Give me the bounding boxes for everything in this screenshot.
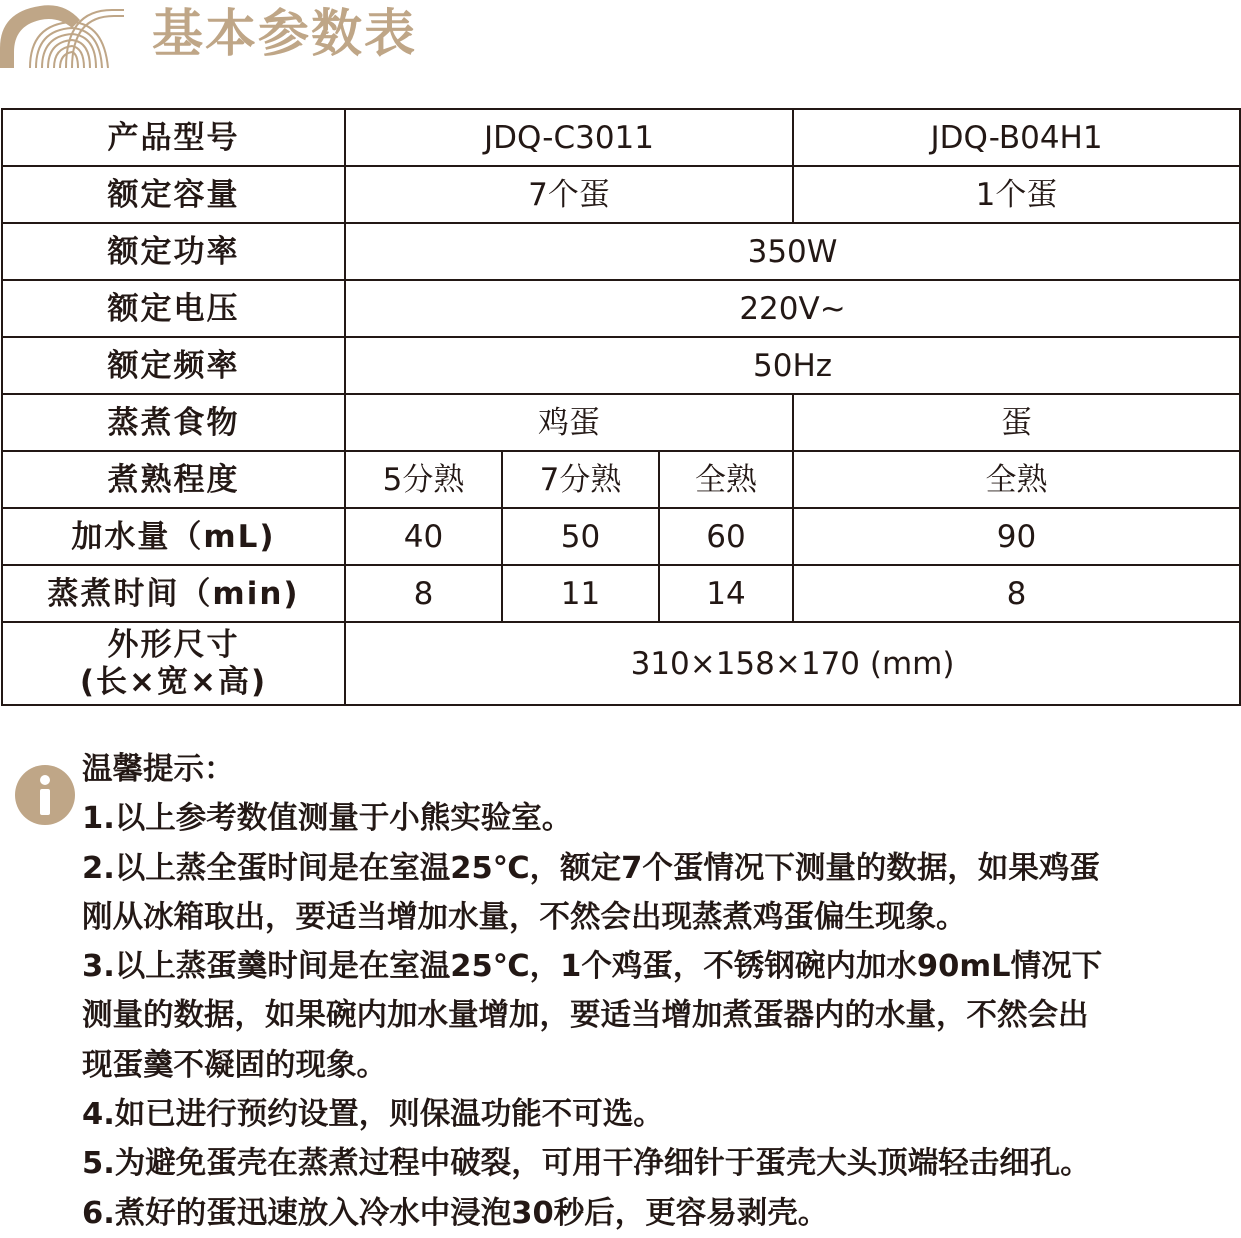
spec-table <box>1 108 1241 706</box>
size-cell: 310×158×170 (mm) <box>345 622 1240 705</box>
arc-rainbow-logo <box>0 2 130 68</box>
food-b-cell: 蛋 <box>793 394 1240 451</box>
row-label-time: 蒸煮时间（min) <box>2 565 345 622</box>
row-label-model: 产品型号 <box>2 109 345 166</box>
water-a1-cell: 40 <box>345 508 502 565</box>
table-row <box>2 166 1240 223</box>
capacity-b-cell: 1个蛋 <box>793 166 1240 223</box>
table-row <box>2 223 1240 280</box>
tips-line: 6.煮好的蛋迅速放入冷水中浸泡30秒后，更容易剥壳。 <box>82 1195 829 1231</box>
row-label-food: 蒸煮食物 <box>2 394 345 451</box>
tips-line: 1.以上参考数值测量于小熊实验室。 <box>82 801 573 837</box>
time-a1-cell: 8 <box>345 565 502 622</box>
size-label-line2: (长×宽×高) <box>79 663 268 700</box>
table-row <box>2 109 1240 166</box>
water-a2-cell: 50 <box>502 508 659 565</box>
row-label-capacity: 额定容量 <box>2 166 345 223</box>
time-a2-cell: 11 <box>502 565 659 622</box>
model-b-cell: JDQ-B04H1 <box>793 109 1240 166</box>
tips-line: 2.以上蒸全蛋时间是在室温25℃，额定7个蛋情况下测量的数据，如果鸡蛋 <box>82 850 1100 886</box>
row-label-voltage: 额定电压 <box>2 280 345 337</box>
table-row <box>2 451 1240 508</box>
page-title: 基本参数表 <box>152 5 418 64</box>
time-b-cell: 8 <box>793 565 1240 622</box>
tips-line: 5.为避免蛋壳在蒸煮过程中破裂，可用干净细针于蛋壳大头顶端轻击细孔。 <box>82 1146 1091 1182</box>
size-label-line1: 外形尺寸 <box>107 626 240 663</box>
table-row <box>2 337 1240 394</box>
info-icon <box>15 765 75 825</box>
doneness-a1-cell: 5分熟 <box>345 451 502 508</box>
tips-line: 3.以上蒸蛋羹时间是在室温25℃，1个鸡蛋，不锈钢碗内加水90mL情况下 <box>82 949 1103 985</box>
tips-heading: 温馨提示： <box>82 752 235 787</box>
doneness-b-cell: 全熟 <box>793 451 1240 508</box>
tips-line: 测量的数据，如果碗内加水量增加，要适当增加煮蛋器内的水量，不然会出 <box>82 998 1089 1034</box>
page-header <box>0 0 1241 80</box>
food-a-cell: 鸡蛋 <box>345 394 793 451</box>
table-row <box>2 622 1240 705</box>
doneness-a2-cell: 7分熟 <box>502 451 659 508</box>
row-label-size <box>2 622 345 705</box>
doneness-a3-cell: 全熟 <box>659 451 793 508</box>
tips-line: 现蛋羹不凝固的现象。 <box>82 1047 387 1083</box>
water-a3-cell: 60 <box>659 508 793 565</box>
row-label-power: 额定功率 <box>2 223 345 280</box>
tips-text <box>82 745 1238 1238</box>
row-label-frequency: 额定频率 <box>2 337 345 394</box>
water-b-cell: 90 <box>793 508 1240 565</box>
row-label-water: 加水量（mL) <box>2 508 345 565</box>
frequency-cell: 50Hz <box>345 337 1240 394</box>
power-cell: 350W <box>345 223 1240 280</box>
table-row <box>2 508 1240 565</box>
row-label-doneness: 煮熟程度 <box>2 451 345 508</box>
tips-line: 4.如已进行预约设置，则保温功能不可选。 <box>82 1097 664 1133</box>
voltage-cell: 220V~ <box>345 280 1240 337</box>
tips-line: 刚从冰箱取出，要适当增加水量，不然会出现蒸煮鸡蛋偏生现象。 <box>82 899 967 935</box>
capacity-a-cell: 7个蛋 <box>345 166 793 223</box>
table-row <box>2 280 1240 337</box>
time-a3-cell: 14 <box>659 565 793 622</box>
table-row <box>2 565 1240 622</box>
table-row <box>2 394 1240 451</box>
model-a-cell: JDQ-C3011 <box>345 109 793 166</box>
